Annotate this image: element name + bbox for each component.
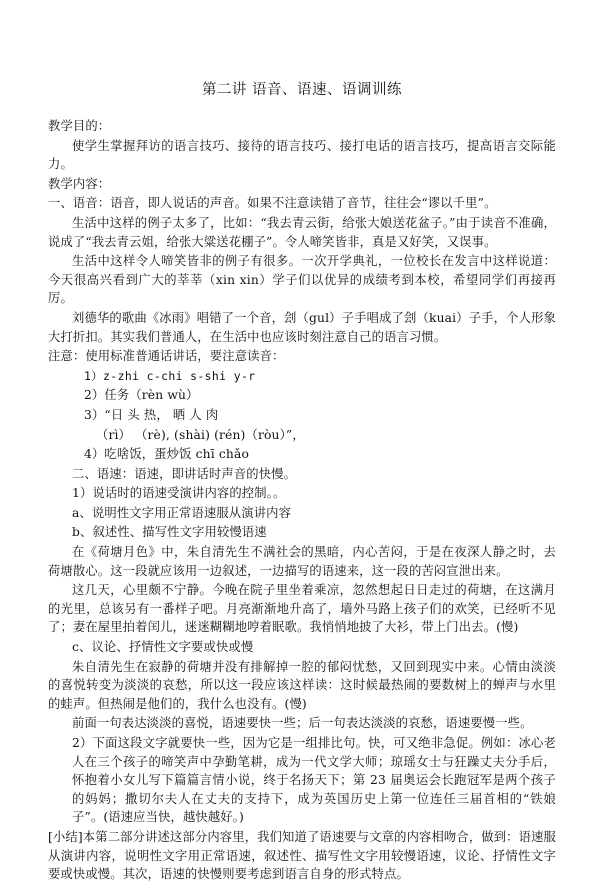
list-item-speed-2: 2）下面这段文字就要快一些，因为它是一组排比句。快，可又绝非急促。例如：冰心老人在三个孩子的啼笑声中孕勤笔耕，成为一代文学大师；琼瑶女士与狂躁丈夫分手后，怀抱着小女儿写下篇篇言情小说，终于名扬天下；第 23 届奥运会长跑冠军是两个孩子的妈妈；撒切尔夫人在丈夫的支持下，成为英国历史上第一位连任三届首相的“铁娘子”。(语速应当快，越快越好。) — [72, 736, 556, 825]
list-item-speed-1c: c、议论、抒情性文字要或快或慢 — [72, 640, 254, 655]
paragraph-example-one: 生活中这样的例子太多了，比如：“我去青云街，给张大娘送花盆子。”由于读音不准确，说成了“我去青云姐，给张大粱送花棚子”。令人啼笑皆非，真是又好笑，又误事。 — [48, 215, 556, 249]
paragraph-speed-comparison: 前面一句表达淡淡的喜悦，语速要快一些；后一句表达淡淡的哀愁，语速要慢一些。 — [72, 716, 533, 731]
paragraph-note-pronunciation: 注意：使用标准普通话讲话，要注意读音： — [48, 349, 285, 364]
list-item-pronunciation-2: 2）任务（rèn wù） — [84, 388, 199, 403]
list-item-pronunciation-3: 3）“日 头 热， 晒 人 肉 — [84, 407, 219, 422]
paragraph-section-two: 二、语速：语速，即讲话时声音的快慢。 — [72, 466, 297, 481]
paragraph-zhuziqing-analysis: 朱自清先生在寂静的荷塘并没有排解掉一腔的郁闷忧愁，又回到现实中来。心情由淡淡的喜悦转变为淡淡的哀愁，所以这一段应该这样读：这时候最热闹的要数树上的蝉声与水里的蛙声。但热闹是他们的，我什么也没有。(慢) — [48, 659, 556, 711]
list-item-pronunciation-1: 1）z-zhi c-chi s-shi y-r — [84, 368, 256, 383]
page-title: 第二讲 语音、语速、语调训练 — [201, 82, 403, 98]
list-item-pronunciation-4: 4）吃啥饭，蛋炒饭 chī chǎo — [84, 447, 249, 462]
list-item-speed-1: 1）说话时的语速受演讲内容的控制。。 — [72, 486, 286, 501]
paragraph-example-three: 刘德华的歌曲《冰雨》唱错了一个音，刽（gul）子手唱成了刽（kuai）子手，个人形象大打折扣。其实我们普通人，在生活中也应该时刻注意自己的语言习惯。 — [48, 310, 556, 344]
list-item-pronunciation-3-pinyin: （rì） （rè), (shài) (rén)（ròu）”， — [96, 427, 305, 442]
paragraph-hetang-intro: 在《荷塘月色》中，朱自清先生不满社会的黑暗，内心苦闷，于是在夜深人静之时，去荷塘散心。这一段就应该用一边叙述，一边描写的语速来，这一段的苦闷宣泄出来。 — [48, 545, 556, 578]
paragraph-summary: [小结]本第二部分讲述这部分内容里，我们知道了语速要与文章的内容相吻合，做到：语速服从演讲内容，说明性文字用正常语速，叙述性、描写性文字用较慢语速，议论、抒情性文字要或快或慢。其次，语速的快慢则要考虑到语言自身的形式特点。 — [48, 829, 556, 882]
heading-teaching-content: 教学内容： — [48, 176, 111, 191]
paragraph-purpose-body: 使学生掌握拜访的语言技巧、接待的语言技巧、接打电话的语言技巧，提高语言交际能力。 — [48, 138, 556, 172]
paragraph-section-one: 一、语音：语音，即人说话的声音。如果不注意读错了音节，往往会“谬以千里”。 — [48, 196, 497, 211]
list-item-speed-1b: b、叙述性、描写性文字用较慢语速 — [72, 525, 267, 540]
heading-teaching-purpose: 教学目的： — [48, 119, 111, 133]
paragraph-hetang-quote: 这几天，心里颇不宁静。今晚在院子里坐着乘凉，忽然想起日日走过的荷塘，在这满月的光里，总该另有一番样子吧。月亮渐渐地升高了，墙外马路上孩子们的欢笑，已经听不见了；妻在屋里拍着闰儿，迷迷糊糊地哼着眠歌。我悄悄地披了大衫，带上门出去。(慢) — [48, 583, 556, 635]
list-item-speed-1a: a、说明性文字用正常语速服从演讲内容 — [72, 505, 292, 520]
paragraph-example-two: 生活中这样令人啼笑皆非的例子有很多。一次开学典礼，一位校长在发言中这样说道：今天很高兴看到广大的莘莘（xin xin）学子们以优异的成绩考到本校，希望同学们再接再厉。 — [48, 254, 556, 306]
